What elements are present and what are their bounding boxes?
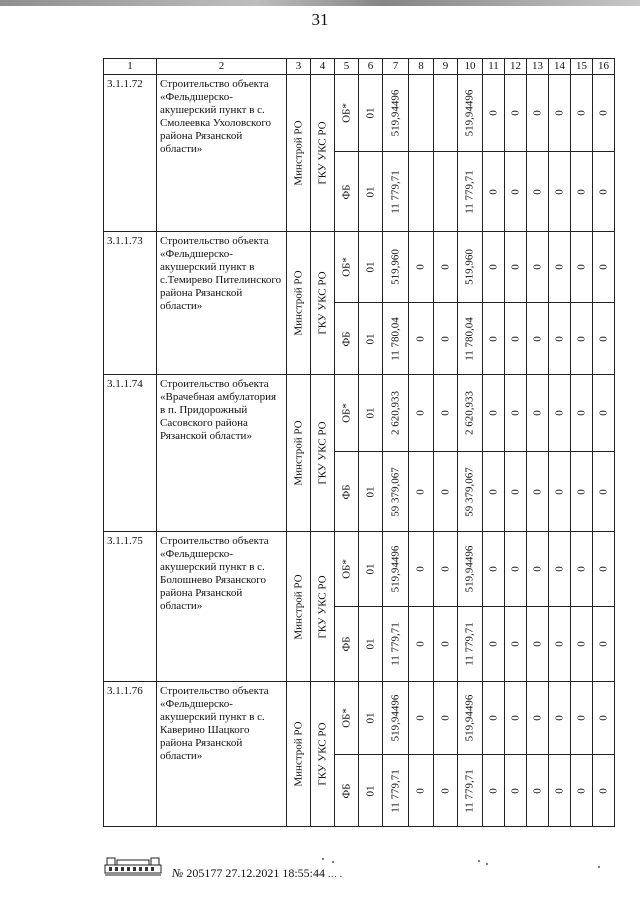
cell-value: 01 [364, 563, 376, 575]
cell-value: 0 [414, 715, 427, 721]
cell-value: 0 [553, 110, 565, 116]
cell-c12 [505, 532, 527, 607]
cell-c15 [571, 75, 593, 152]
cell-c15 [571, 152, 593, 232]
cell-c7 [383, 532, 409, 607]
cell-value: 01 [364, 785, 376, 796]
cell-value: 0 [553, 787, 565, 794]
cell-value: 01 [364, 107, 376, 119]
cell-c7 [383, 75, 409, 152]
cell-value: 0 [597, 715, 609, 721]
cell-value: 519,94496 [389, 545, 401, 593]
cell-c11 [483, 303, 505, 375]
cell-c15 [571, 755, 593, 827]
executor-organization [311, 75, 335, 232]
cell-c12 [505, 375, 527, 452]
cell-value: ФБ [340, 330, 352, 347]
cell-c12 [505, 452, 527, 532]
cell-c14 [549, 755, 571, 827]
header-col-15: 15 [571, 59, 593, 75]
cell-value: 519,94496 [463, 89, 476, 137]
cell-value: 0 [531, 264, 543, 270]
cell-value: 0 [509, 264, 521, 270]
cell-value: 0 [487, 566, 499, 572]
cell-c13 [527, 303, 549, 375]
header-col-2: 2 [157, 59, 287, 75]
cell-value: 11 780,04 [463, 316, 476, 361]
cell-c10 [458, 375, 483, 452]
cell-value: 11 779,71 [389, 768, 401, 813]
cell-value: 0 [553, 641, 565, 647]
cell-value: 0 [553, 188, 565, 195]
executor-label: ГКУ УКС РО [316, 121, 328, 185]
cell-c13 [527, 232, 549, 303]
cell-c8 [409, 303, 434, 375]
cell-value: 0 [509, 410, 521, 416]
cell-c6 [359, 607, 383, 682]
cell-c15 [571, 607, 593, 682]
cell-value: 01 [364, 261, 376, 273]
cell-c16 [593, 607, 615, 682]
cell-c5 [335, 607, 359, 682]
cell-value: 59 379,067 [463, 466, 476, 517]
cell-value: 0 [553, 264, 565, 270]
item-code: 3.1.1.73 [104, 232, 157, 375]
cell-value: 0 [575, 715, 587, 721]
cell-value: 519,94496 [389, 694, 401, 742]
cell-c10 [458, 303, 483, 375]
ministry-label: Минстрой РО [292, 420, 304, 486]
cell-c6 [359, 375, 383, 452]
cell-c12 [505, 682, 527, 755]
cell-value: 0 [531, 641, 543, 647]
executor-label: ГКУ УКС РО [316, 421, 328, 485]
cell-c16 [593, 303, 615, 375]
cell-c13 [527, 75, 549, 152]
cell-value: 01 [364, 486, 376, 497]
cell-c13 [527, 682, 549, 755]
cell-value: 0 [439, 410, 451, 416]
item-description: Строительство объекта «Фельдшерско-акушерский пункт в с.Темирево Пителинского района Рязанской области» [157, 232, 287, 375]
item-code: 3.1.1.74 [104, 375, 157, 532]
cell-c5 [335, 232, 359, 303]
cell-value: 0 [509, 641, 521, 647]
cell-value: 11 779,71 [463, 768, 476, 813]
cell-value: 0 [439, 566, 451, 572]
document-id-text: 205177 27.12.2021 18:55:44 [186, 866, 325, 880]
cell-value: 0 [531, 410, 543, 416]
cell-value: 0 [487, 641, 499, 647]
cell-value: 0 [597, 188, 609, 195]
executor-label: ГКУ УКС РО [316, 722, 328, 786]
cell-c10 [458, 532, 483, 607]
cell-value: 0 [597, 410, 609, 416]
cell-value: 519,960 [463, 249, 476, 285]
header-col-7: 7 [383, 59, 409, 75]
cell-c10 [458, 75, 483, 152]
ministry-label: Минстрой РО [292, 270, 304, 336]
table-row [104, 682, 615, 755]
cell-c14 [549, 375, 571, 452]
cell-value: 01 [364, 186, 376, 197]
cell-c11 [483, 607, 505, 682]
cell-value: 0 [553, 566, 565, 572]
cell-c12 [505, 607, 527, 682]
cell-c13 [527, 607, 549, 682]
cell-c10 [458, 607, 483, 682]
cell-value: 0 [487, 410, 499, 416]
cell-c13 [527, 755, 549, 827]
cell-value: 0 [509, 566, 521, 572]
cell-value: 0 [439, 488, 451, 495]
cell-value: 0 [439, 787, 451, 794]
header-col-10: 10 [458, 59, 483, 75]
cell-c7 [383, 232, 409, 303]
cell-value: 0 [575, 488, 587, 495]
cell-c7 [383, 303, 409, 375]
cell-c5 [335, 755, 359, 827]
table-row [104, 75, 615, 152]
cell-value: 0 [439, 641, 451, 647]
cell-c9 [434, 303, 458, 375]
header-row [104, 59, 615, 75]
executor-label: ГКУ УКС РО [316, 574, 328, 639]
ministry-label: Минстрой РО [292, 120, 304, 186]
item-description: Строительство объекта «Врачебная амбулатория в п. Придорожный Сасовского района Рязанской области» [157, 375, 287, 532]
cell-value: 0 [414, 264, 427, 270]
cell-value: 0 [414, 488, 427, 495]
cell-value: 0 [509, 110, 521, 116]
cell-c6 [359, 755, 383, 827]
header-col-13: 13 [527, 59, 549, 75]
cell-value: 01 [364, 333, 376, 344]
cell-value: 0 [509, 335, 521, 342]
cell-value: 0 [575, 264, 587, 270]
cell-c11 [483, 452, 505, 532]
header-col-1: 1 [104, 59, 157, 75]
budget-table [103, 58, 615, 827]
item-description: Строительство объекта «Фельдшерско-акушерский пункт в с. Болошнево Рязанского района Рязанской области» [157, 532, 287, 682]
cell-value: 0 [487, 264, 499, 270]
cell-c6 [359, 452, 383, 532]
header-col-16: 16 [593, 59, 615, 75]
cell-value: 11 779,71 [389, 622, 401, 666]
cell-value: 0 [531, 566, 543, 572]
ministry-label: Минстрой РО [292, 721, 304, 787]
executor-organization [311, 532, 335, 682]
cell-value: 0 [575, 335, 587, 342]
cell-c8 [409, 607, 434, 682]
item-code: 3.1.1.76 [104, 682, 157, 827]
cell-c9 [434, 607, 458, 682]
cell-value: 519,94496 [463, 545, 476, 593]
cell-value: 11 779,71 [389, 169, 401, 214]
cell-c14 [549, 303, 571, 375]
number-sign: № [172, 866, 184, 880]
cell-value: 0 [509, 488, 521, 495]
executor-organization [311, 682, 335, 827]
table-row [104, 232, 615, 303]
cell-value: 0 [439, 335, 451, 342]
cell-value: 0 [553, 488, 565, 495]
cell-value: 0 [487, 488, 499, 495]
item-code: 3.1.1.72 [104, 75, 157, 232]
item-code: 3.1.1.75 [104, 532, 157, 682]
cell-c5 [335, 303, 359, 375]
cell-value: 519,94496 [463, 694, 476, 742]
cell-value: 0 [487, 110, 499, 116]
executor-label: ГКУ УКС РО [316, 271, 328, 335]
cell-value: 0 [487, 715, 499, 721]
cell-c11 [483, 152, 505, 232]
responsible-ministry [287, 682, 311, 827]
cell-value: 0 [597, 110, 609, 116]
header-col-6: 6 [359, 59, 383, 75]
cell-c16 [593, 452, 615, 532]
cell-value: 0 [439, 715, 451, 721]
cell-c14 [549, 75, 571, 152]
cell-value: 0 [487, 335, 499, 342]
cell-c15 [571, 452, 593, 532]
cell-value: 0 [575, 566, 587, 572]
header-col-9: 9 [434, 59, 458, 75]
cell-c16 [593, 755, 615, 827]
cell-value: 0 [531, 715, 543, 721]
header-col-3: 3 [287, 59, 311, 75]
cell-c9 [434, 532, 458, 607]
cell-value: 2 620,933 [463, 391, 476, 435]
cell-c7 [383, 452, 409, 532]
cell-value: 0 [553, 335, 565, 342]
cell-c14 [549, 682, 571, 755]
cell-value: 519,94496 [389, 89, 401, 137]
page-number: 31 [311, 10, 329, 29]
cell-value: 0 [531, 110, 543, 116]
cell-c13 [527, 452, 549, 532]
cell-value: 519,960 [389, 249, 401, 285]
cell-value: 11 779,71 [463, 169, 476, 214]
cell-value: 0 [487, 787, 499, 794]
cell-c13 [527, 532, 549, 607]
cell-c14 [549, 232, 571, 303]
header-col-8: 8 [409, 59, 434, 75]
responsible-ministry [287, 75, 311, 232]
cell-value: 11 780,04 [389, 316, 401, 361]
cell-c5 [335, 75, 359, 152]
cell-value: 0 [575, 188, 587, 195]
cell-c9 [434, 452, 458, 532]
cell-c5 [335, 532, 359, 607]
cell-c7 [383, 755, 409, 827]
cell-c11 [483, 682, 505, 755]
cell-c16 [593, 75, 615, 152]
cell-value: 0 [509, 715, 521, 721]
cell-c13 [527, 375, 549, 452]
cell-c10 [458, 152, 483, 232]
cell-c16 [593, 232, 615, 303]
cell-c10 [458, 452, 483, 532]
table-row [104, 532, 615, 607]
executor-organization [311, 375, 335, 532]
responsible-ministry [287, 532, 311, 682]
cell-c12 [505, 303, 527, 375]
cell-c10 [458, 755, 483, 827]
cell-c9 [434, 75, 458, 152]
cell-value: 0 [575, 410, 587, 416]
cell-c14 [549, 607, 571, 682]
cell-value: 0 [597, 488, 609, 495]
cell-c6 [359, 152, 383, 232]
cell-c8 [409, 755, 434, 827]
organization-stamp-logo [104, 852, 162, 876]
cell-value: 0 [553, 715, 565, 721]
cell-c15 [571, 682, 593, 755]
cell-value: ФБ [340, 782, 352, 799]
cell-c6 [359, 303, 383, 375]
cell-c15 [571, 532, 593, 607]
cell-c6 [359, 232, 383, 303]
item-description: Строительство объекта «Фельдшерско-акушерский пункт в с. Смолеевка Ухоловского района Рязанской области» [157, 75, 287, 232]
cell-c5 [335, 375, 359, 452]
cell-value: 0 [575, 641, 587, 647]
cell-c16 [593, 152, 615, 232]
cell-value: 0 [597, 264, 609, 270]
cell-value: ОБ* [340, 559, 352, 579]
cell-value: 0 [414, 410, 427, 416]
cell-c14 [549, 452, 571, 532]
cell-value: ФБ [340, 183, 352, 200]
cell-value: 0 [509, 787, 521, 794]
cell-c9 [434, 232, 458, 303]
cell-value: 0 [575, 110, 587, 116]
cell-c14 [549, 532, 571, 607]
cell-c16 [593, 532, 615, 607]
cell-value: 59 379,067 [389, 466, 401, 517]
ministry-label: Минстрой РО [292, 573, 304, 640]
cell-c10 [458, 682, 483, 755]
header-col-14: 14 [549, 59, 571, 75]
cell-c7 [383, 152, 409, 232]
cell-value: 0 [531, 188, 543, 195]
cell-c10 [458, 232, 483, 303]
cell-value: ОБ* [340, 708, 352, 728]
cell-c5 [335, 152, 359, 232]
header-col-5: 5 [335, 59, 359, 75]
cell-value: ФБ [340, 483, 352, 500]
cell-c13 [527, 152, 549, 232]
cell-c8 [409, 682, 434, 755]
cell-c12 [505, 152, 527, 232]
cell-value: 0 [597, 787, 609, 794]
cell-c16 [593, 682, 615, 755]
cell-value: 01 [364, 638, 376, 650]
cell-c9 [434, 375, 458, 452]
cell-value: 0 [597, 641, 609, 647]
cell-value: 11 779,71 [463, 622, 476, 666]
cell-c5 [335, 452, 359, 532]
cell-value: 0 [414, 335, 427, 342]
cell-c5 [335, 682, 359, 755]
cell-c9 [434, 682, 458, 755]
cell-value: 0 [531, 787, 543, 794]
header-col-12: 12 [505, 59, 527, 75]
executor-organization [311, 232, 335, 375]
cell-value: 0 [487, 188, 499, 195]
cell-value: ФБ [340, 636, 352, 652]
header-col-4: 4 [311, 59, 335, 75]
cell-c6 [359, 682, 383, 755]
scan-top-edge [0, 0, 640, 6]
cell-value: 0 [575, 787, 587, 794]
cell-c15 [571, 232, 593, 303]
cell-value: 01 [364, 407, 376, 419]
cell-c15 [571, 303, 593, 375]
cell-value: 2 620,933 [389, 391, 401, 435]
cell-value: 0 [553, 410, 565, 416]
cell-c11 [483, 75, 505, 152]
table-row [104, 375, 615, 452]
cell-value: 0 [531, 488, 543, 495]
cell-value: ОБ* [340, 103, 352, 123]
cell-c7 [383, 375, 409, 452]
cell-c11 [483, 375, 505, 452]
cell-value: ОБ* [340, 403, 352, 423]
cell-c8 [409, 452, 434, 532]
cell-c7 [383, 607, 409, 682]
document-registration-mark: № 205177 27.12.2021 18:55:44 .‥ . [172, 866, 343, 880]
cell-value: 01 [364, 712, 376, 724]
cell-value: 0 [414, 566, 427, 572]
cell-c11 [483, 755, 505, 827]
cell-value: 0 [531, 335, 543, 342]
cell-c8 [409, 75, 434, 152]
cell-c14 [549, 152, 571, 232]
cell-c12 [505, 232, 527, 303]
cell-value: 0 [439, 264, 451, 270]
cell-c15 [571, 375, 593, 452]
cell-c8 [409, 375, 434, 452]
cell-c6 [359, 75, 383, 152]
cell-value: ОБ* [340, 257, 352, 277]
cell-c11 [483, 232, 505, 303]
header-col-11: 11 [483, 59, 505, 75]
cell-c8 [409, 232, 434, 303]
cell-value: 0 [597, 566, 609, 572]
cell-c9 [434, 152, 458, 232]
cell-c6 [359, 532, 383, 607]
cell-c8 [409, 532, 434, 607]
cell-c12 [505, 75, 527, 152]
responsible-ministry [287, 375, 311, 532]
cell-c9 [434, 755, 458, 827]
cell-c16 [593, 375, 615, 452]
responsible-ministry [287, 232, 311, 375]
cell-value: 0 [509, 188, 521, 195]
cell-c7 [383, 682, 409, 755]
cell-c12 [505, 755, 527, 827]
cell-value: 0 [414, 787, 427, 794]
item-description: Строительство объекта «Фельдшерско-акушерский пункт в с. Каверино Шацкого района Рязанской области» [157, 682, 287, 827]
cell-c11 [483, 532, 505, 607]
cell-c8 [409, 152, 434, 232]
cell-value: 0 [414, 641, 427, 647]
cell-value: 0 [597, 335, 609, 342]
